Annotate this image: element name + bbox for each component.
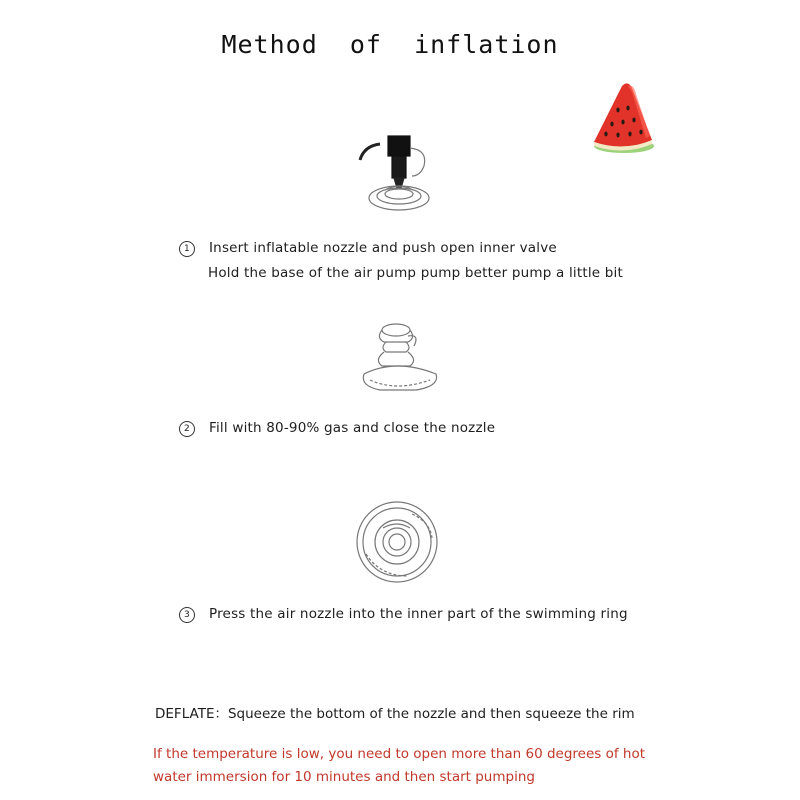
deflate-instruction: DEFLATE：Squeeze the bottom of the nozzle and then squeeze the rim — [155, 706, 635, 722]
step-1-line-1: 1 Insert inflatable nozzle and push open inner valve — [179, 240, 557, 257]
watermelon-slice-icon — [588, 80, 658, 156]
pump-nozzle-illustration — [358, 132, 438, 222]
step-1-line-2: Hold the base of the air pump pump better pump a little bit — [208, 265, 623, 281]
step-3-number: 3 — [179, 607, 195, 623]
warning-line-2: water immersion for 10 minutes and then start pumping — [153, 769, 535, 785]
warning-line-1: If the temperature is low, you need to open more than 60 degrees of hot — [153, 746, 646, 762]
step-3-line-1: 3 Press the air nozzle into the inner part of the swimming ring — [179, 606, 628, 623]
pressed-nozzle-illustration — [350, 498, 444, 588]
deflate-text: Squeeze the bottom of the nozzle and then squeeze the rim — [227, 706, 635, 722]
step-2-line-1: 2 Fill with 80-90% gas and close the nozzle — [179, 420, 495, 437]
page-title: Method of inflation — [221, 30, 559, 59]
deflate-label: DEFLATE — [155, 706, 215, 722]
step-1-number: 1 — [179, 241, 195, 257]
step-2-number: 2 — [179, 421, 195, 437]
closed-nozzle-illustration — [356, 318, 444, 398]
